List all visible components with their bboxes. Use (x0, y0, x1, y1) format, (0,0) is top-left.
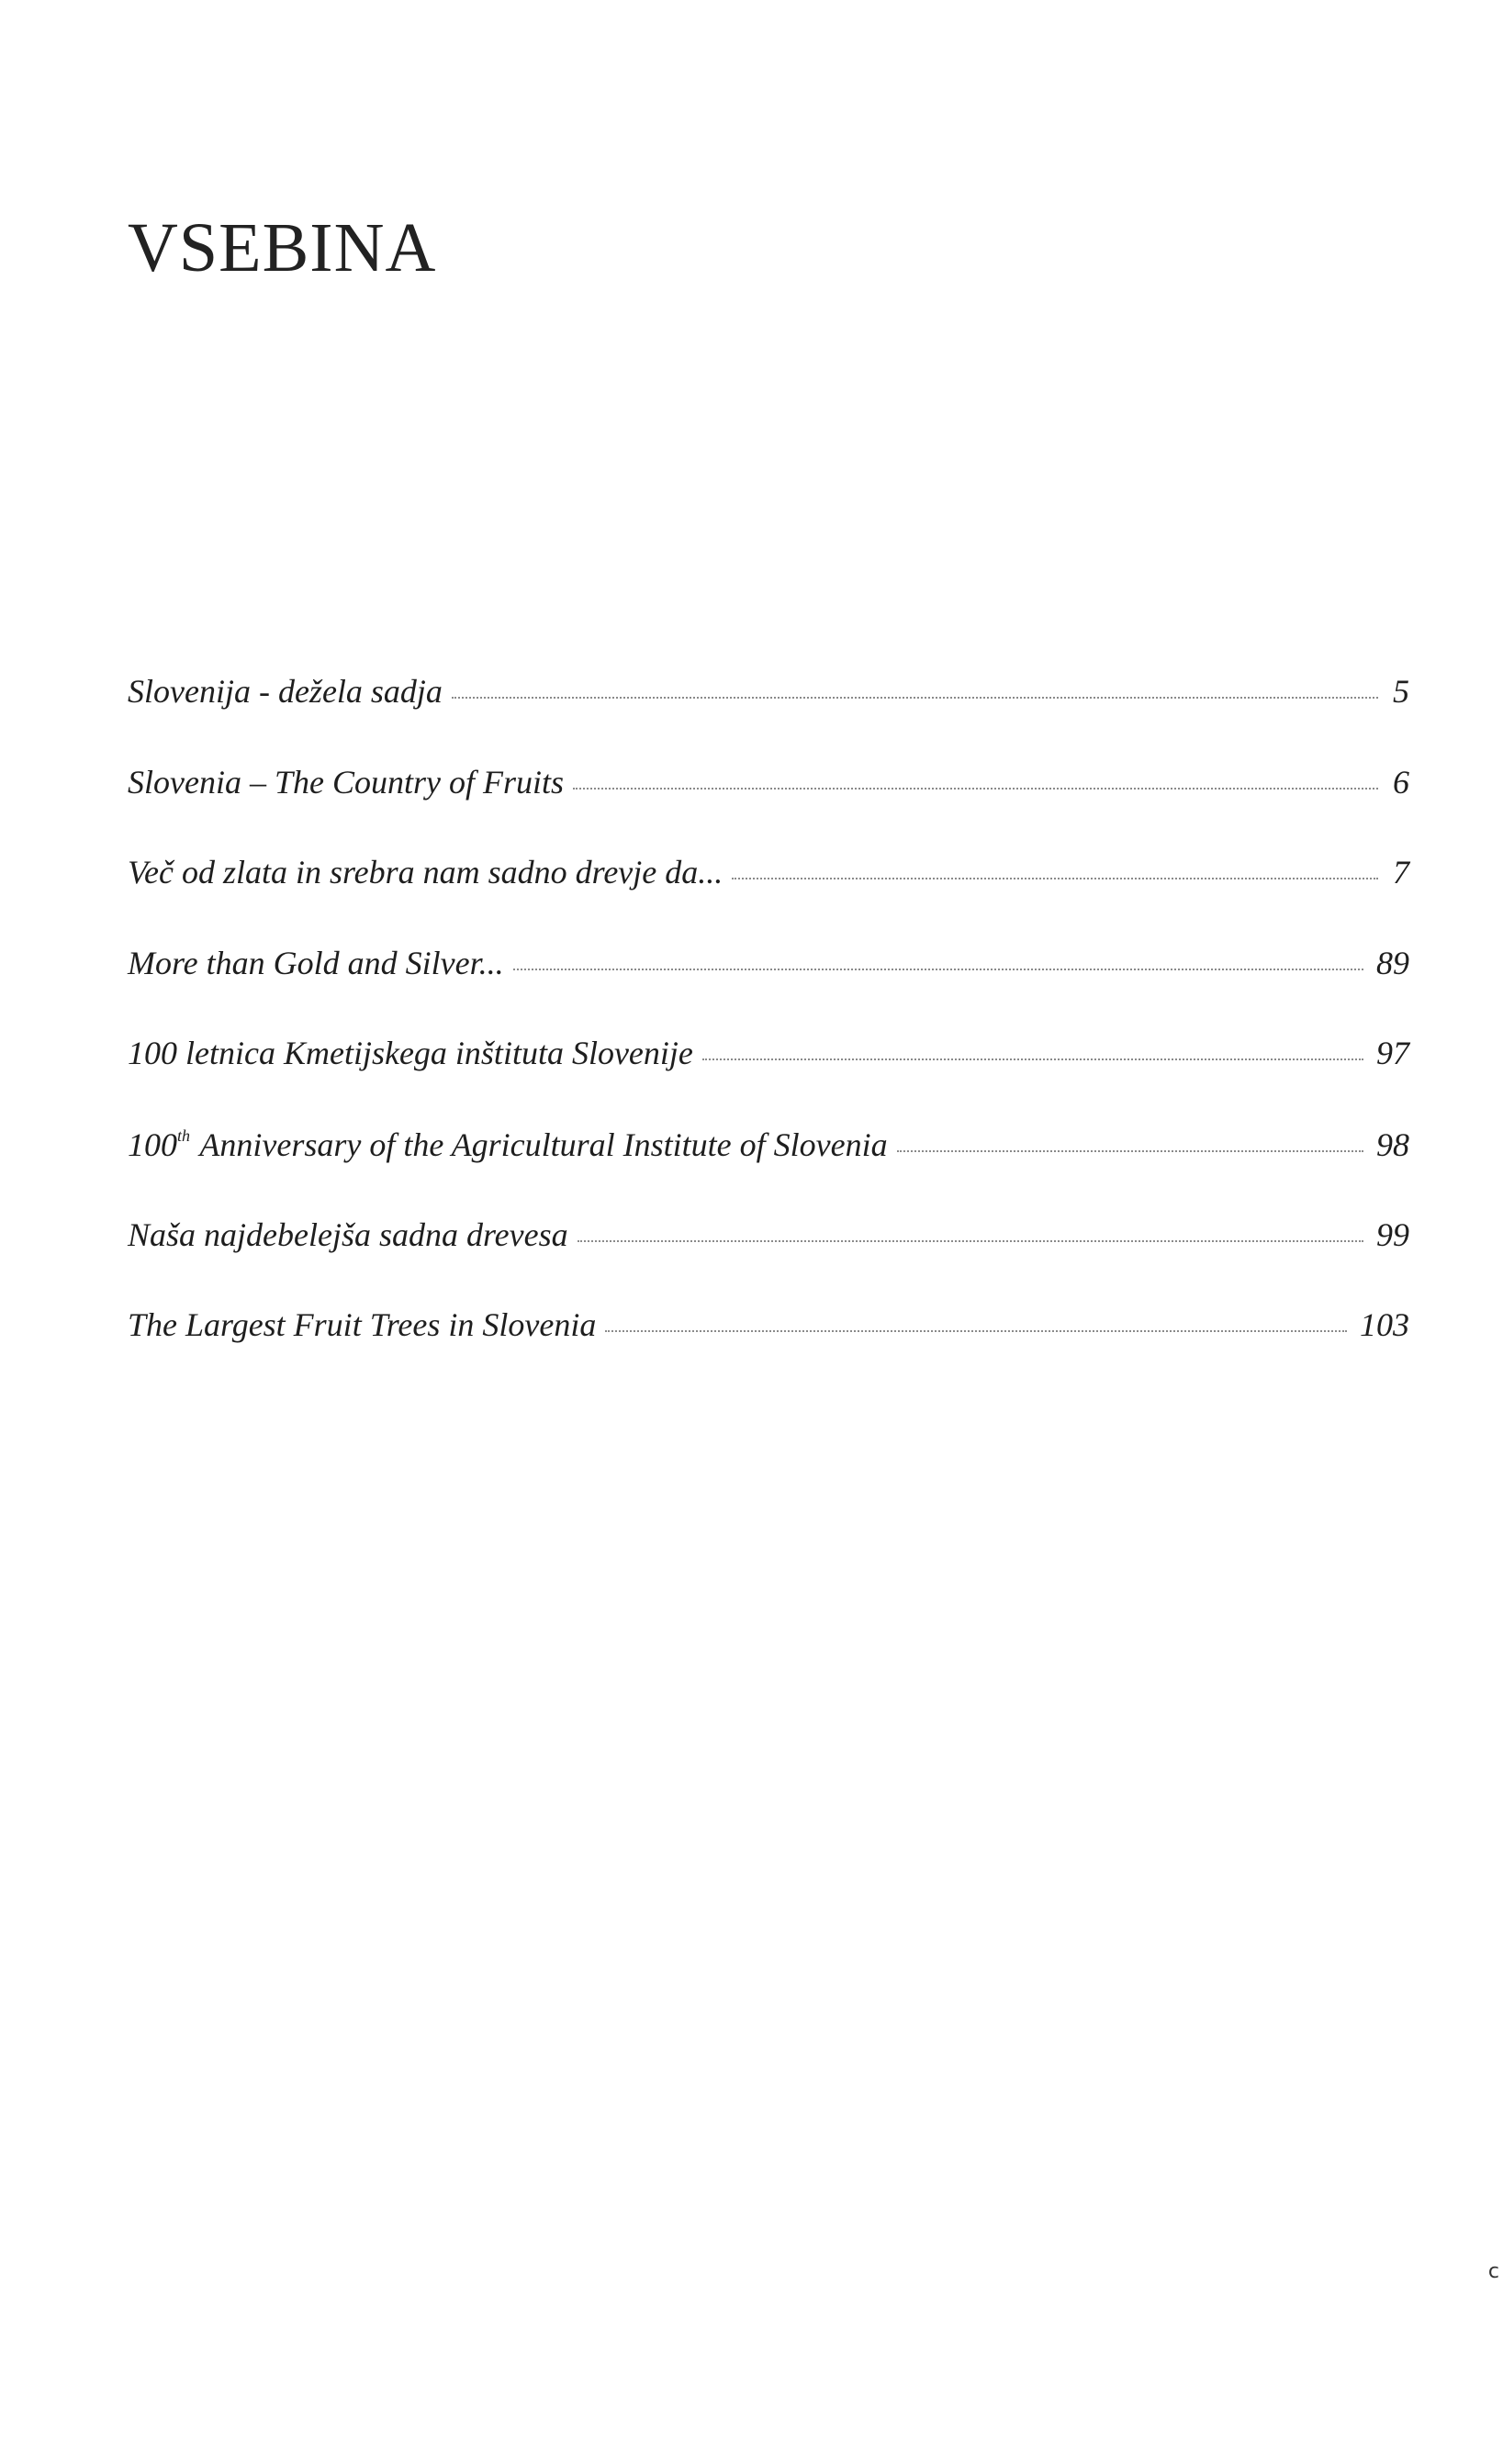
toc-entry-title: Slovenija - dežela sadja (128, 673, 443, 710)
scan-edge-mark-icon: ᴄ (1487, 2260, 1499, 2283)
toc-entry[interactable] (128, 763, 1409, 857)
toc-entry-page: 7 (1393, 854, 1409, 891)
toc-entry[interactable] (128, 856, 1409, 946)
toc-entry-title: More than Gold and Silver... (128, 944, 504, 981)
toc-entry-page: 99 (1376, 1215, 1409, 1253)
toc-entry[interactable] (128, 1036, 1409, 1127)
toc-entry-title: 100 letnica Kmetijskega inštituta Slovenije (128, 1035, 693, 1072)
toc-entry-page: 103 (1360, 1306, 1409, 1344)
toc-entry-title-superscript: th (177, 1126, 191, 1145)
toc-entry[interactable] (128, 1215, 1409, 1309)
dot-leader (573, 788, 1378, 790)
page-title: VSEBINA (128, 209, 437, 286)
dot-leader (578, 1240, 1363, 1242)
toc-entry-page: 89 (1376, 944, 1409, 981)
toc-entry-title-number: 100 (128, 1126, 177, 1163)
toc-entry-title: Naša najdebelejša sadna drevesa (128, 1215, 568, 1253)
toc-entry-page: 98 (1376, 1126, 1409, 1163)
toc-entry[interactable] (128, 946, 1409, 1037)
dot-leader (897, 1150, 1363, 1152)
toc-entry-title-text: Anniversary of the Agricultural Institute of Slovenia (199, 1126, 888, 1163)
toc-entry[interactable] (128, 1308, 1409, 1399)
dot-leader (732, 878, 1378, 879)
dot-leader (702, 1058, 1363, 1060)
toc-entry[interactable] (128, 675, 1409, 766)
toc-entry-page: 97 (1376, 1035, 1409, 1072)
toc-entry-page: 5 (1393, 673, 1409, 710)
toc-entry[interactable] (128, 1127, 1409, 1218)
dot-leader (452, 697, 1378, 699)
toc-entry-title: Slovenia – The Country of Fruits (128, 763, 564, 801)
dot-leader (513, 969, 1363, 970)
toc-entry-page: 6 (1393, 763, 1409, 801)
toc-entry-title (128, 1127, 888, 1161)
dot-leader (605, 1330, 1347, 1332)
toc-entry-title: The Largest Fruit Trees in Slovenia (128, 1306, 597, 1344)
table-of-contents (128, 675, 1409, 1399)
toc-entry-title: Več od zlata in srebra nam sadno drevje da... (128, 854, 723, 891)
